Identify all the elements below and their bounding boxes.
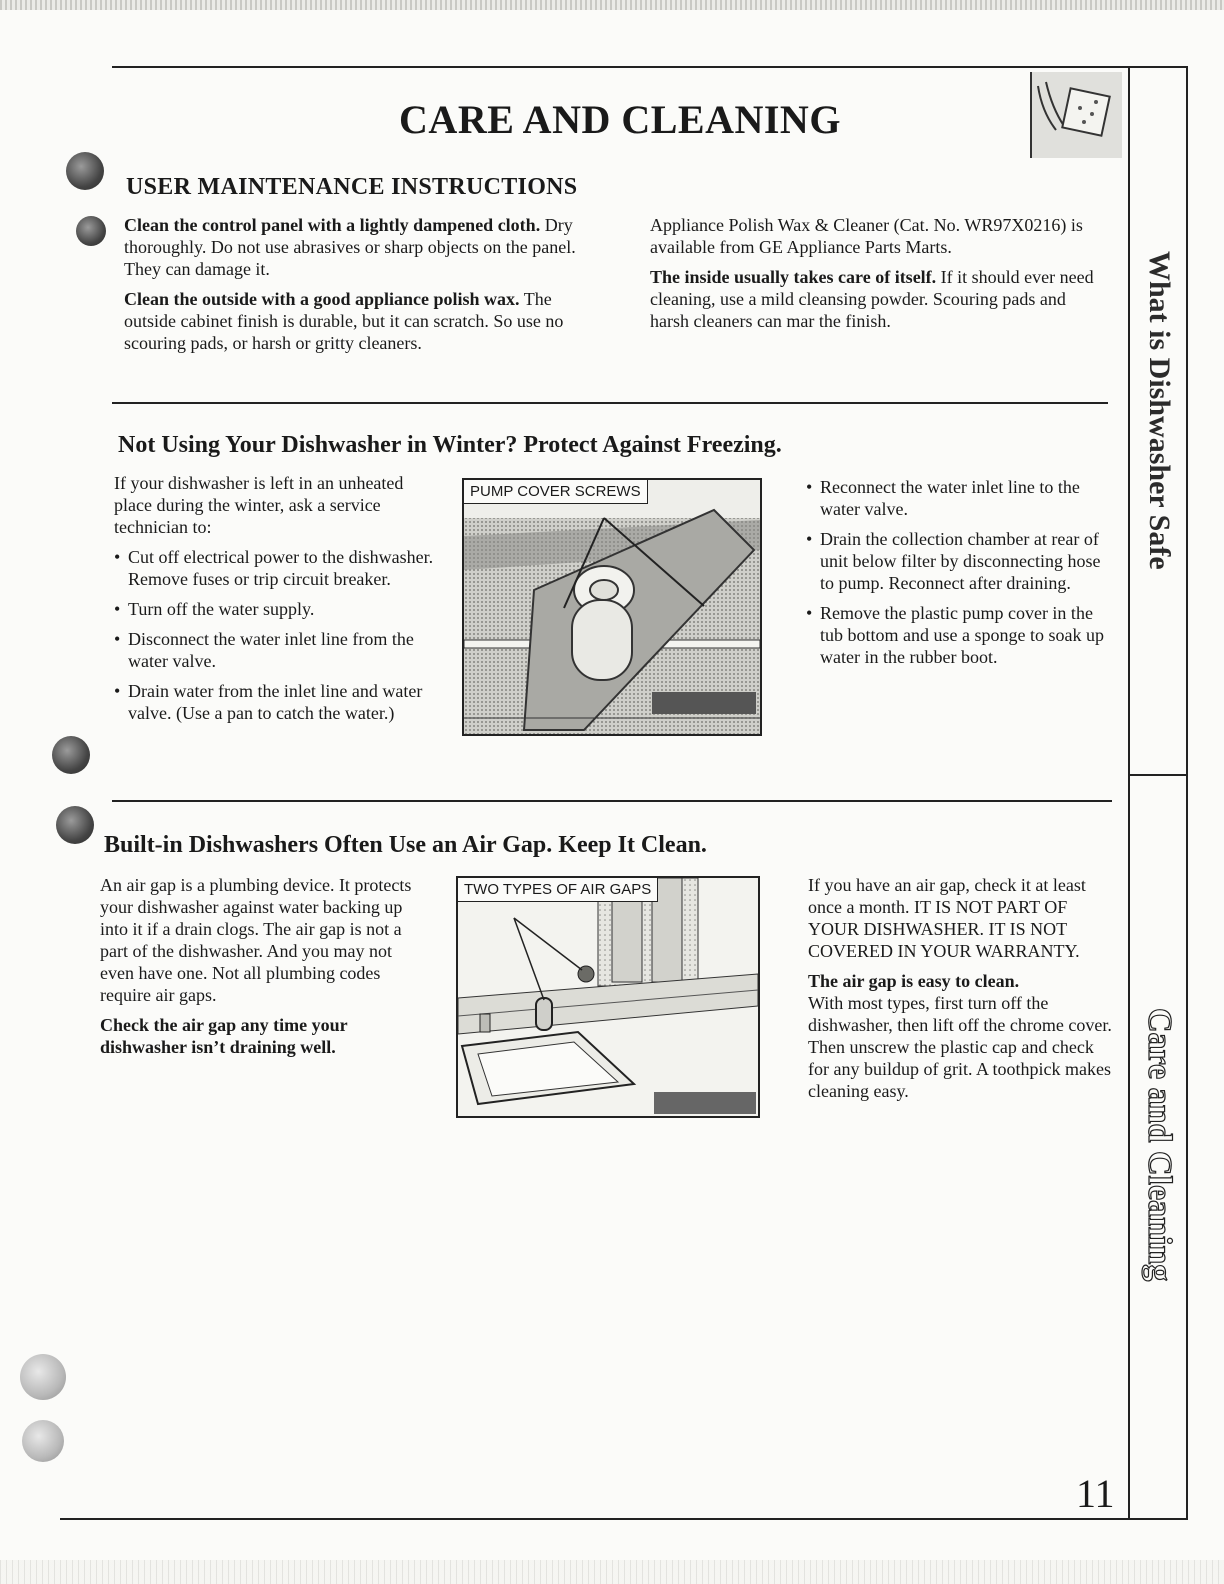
tab-separator: [1128, 774, 1188, 776]
maintenance-left-column: [124, 214, 594, 362]
paragraph-lead: Clean the outside with a good appliance polish wax.: [124, 289, 520, 309]
paragraph-lead: Clean the control panel with a lightly dampened cloth.: [124, 215, 541, 235]
list-item: • Cut off electrical power to the dishwasher. Remove fuses or trip circuit breaker.: [114, 546, 436, 590]
paragraph-text: The outside cabinet finish is durable, but it can scratch. So use no scouring pads, or harsh or gritty cleaners.: [124, 289, 564, 353]
section-rule: [112, 800, 1112, 802]
figure-label: TWO TYPES OF AIR GAPS: [458, 878, 658, 902]
paragraph-lead: The inside usually takes care of itself.: [650, 267, 937, 287]
freezing-steps: [114, 546, 436, 724]
pump-cover-illustration: [464, 480, 760, 734]
side-tab-care-cleaning: [1130, 990, 1188, 1300]
airgap-paragraph: If you have an air gap, check it at least once a month. IT IS NOT PART OF YOUR DISHWASHER. IT IS NOT COVERED IN YOUR WARRANTY.: [808, 875, 1086, 961]
list-item: • Turn off the water supply.: [114, 598, 436, 620]
airgap-paragraph: An air gap is a plumbing device. It protects your dishwasher against water backing up into it if a drain clogs. The air gap is not a part of the dishwasher. And you may not even have one. Not all plumbing codes require air gaps.: [100, 875, 412, 1005]
freezing-heading: Not Using Your Dishwasher in Winter? Protect Against Freezing.: [118, 432, 782, 458]
list-item: • Disconnect the water inlet line from the water valve.: [114, 628, 436, 672]
paragraph-text: Dry thoroughly. Do not use abrasives or sharp objects on the panel. They can damage it.: [124, 215, 576, 279]
list-item: • Remove the plastic pump cover in the tub bottom and use a sponge to soak up water in the rubber boot.: [806, 602, 1106, 668]
airgap-left-column: [100, 874, 420, 1066]
maintenance-heading: USER MAINTENANCE INSTRUCTIONS: [126, 174, 578, 200]
binder-hole: [56, 806, 94, 844]
binder-hole: [22, 1420, 64, 1462]
freezing-steps-continued: [806, 476, 1106, 668]
side-tab-dishwasher-safe: [1130, 180, 1188, 640]
freezing-left-column: [114, 472, 436, 732]
top-rule: [112, 66, 1188, 68]
maintenance-paragraph: [124, 288, 594, 354]
freezing-intro: If your dishwasher is left in an unheated place during the winter, ask a service technician to:: [114, 473, 404, 537]
binder-hole: [66, 152, 104, 190]
air-gap-illustration: [458, 878, 758, 1116]
side-tab-label: What is Dishwasher Safe: [1143, 250, 1176, 570]
pump-cover-figure: [462, 478, 762, 736]
side-tab-label: Care and Cleaning: [1141, 1008, 1178, 1282]
page-number: 11: [1076, 1471, 1115, 1516]
maintenance-right-column: [650, 214, 1102, 340]
scan-edge-top: [0, 0, 1224, 10]
air-gap-figure: [456, 876, 760, 1118]
maintenance-paragraph: [124, 214, 594, 280]
airgap-heading: Built-in Dishwashers Often Use an Air Gap. Keep It Clean.: [104, 832, 707, 858]
list-item: • Reconnect the water inlet line to the water valve.: [806, 476, 1106, 520]
maintenance-paragraph: [650, 266, 1102, 332]
paragraph-lead: The air gap is easy to clean.: [808, 971, 1020, 991]
paragraph-text: If it should ever need cleaning, use a mild cleansing powder. Scouring pads and harsh cleaners can mar the finish.: [650, 267, 1094, 331]
paragraph-lead: Check the air gap any time your dishwasher isn’t draining well.: [100, 1015, 348, 1057]
list-item: • Drain water from the inlet line and water valve. (Use a pan to catch the water.): [114, 680, 436, 724]
airgap-right-column: [808, 874, 1114, 1110]
sponge-illustration: [1030, 72, 1122, 158]
figure-label: PUMP COVER SCREWS: [464, 480, 648, 504]
airgap-paragraph: [100, 1014, 420, 1058]
page-title: CARE AND CLEANING: [399, 97, 841, 142]
freezing-right-column: [806, 476, 1106, 676]
binder-hole: [52, 736, 90, 774]
airgap-paragraph: [808, 970, 1114, 1102]
paragraph-text: With most types, first turn off the dishwasher, then lift off the chrome cover. Then unscrew the plastic cap and check for any buildup of grit. A toothpick makes cleaning easy.: [808, 993, 1112, 1101]
binder-hole: [76, 216, 106, 246]
list-item: • Drain the collection chamber at rear of unit below filter by disconnecting hose to pump. Reconnect after draining.: [806, 528, 1106, 594]
sponge-icon: [1032, 72, 1122, 158]
binder-hole: [20, 1354, 66, 1400]
bottom-rule: [60, 1518, 1188, 1520]
maintenance-paragraph: [650, 214, 1102, 258]
paragraph-text: Appliance Polish Wax & Cleaner (Cat. No. WR97X0216) is available from GE Appliance Parts Marts.: [650, 215, 1083, 257]
scan-edge-bottom: [0, 1560, 1224, 1584]
section-rule: [112, 402, 1108, 404]
